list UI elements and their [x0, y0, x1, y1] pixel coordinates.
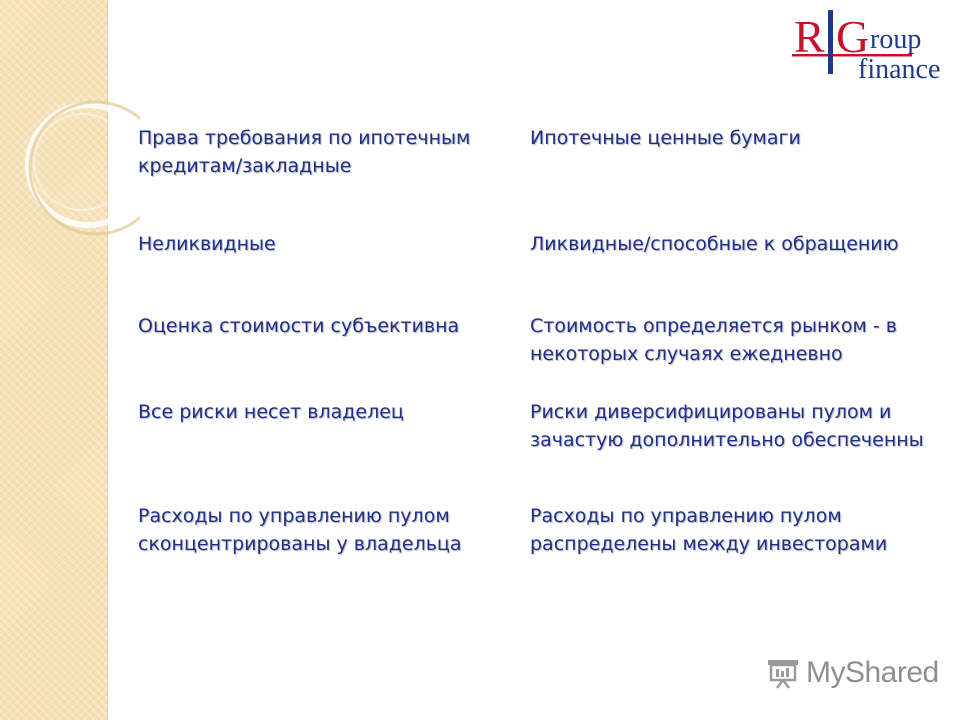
- watermark: [766, 652, 939, 694]
- left-cell: Расходы по управлению пулом сконцентрированы у владельца: [138, 505, 462, 555]
- right-cell: Риски диверсифицированы пулом и зачастую дополнительно обеспеченны: [530, 401, 924, 451]
- table-row: [138, 124, 928, 230]
- table-row: [138, 398, 928, 502]
- table-row: [138, 230, 928, 312]
- decorative-circles: [0, 0, 140, 300]
- right-cell: Расходы по управлению пулом распределены между инвесторами: [530, 505, 888, 555]
- right-cell: Ликвидные/способные к обращению: [530, 233, 899, 255]
- svg-text:roup: roup: [870, 24, 922, 55]
- svg-text:finance: finance: [858, 54, 941, 84]
- watermark-text: MyShared: [806, 656, 939, 689]
- right-cell: Ипотечные ценные бумаги: [530, 127, 801, 149]
- svg-text:G: G: [836, 11, 870, 62]
- left-cell: Все риски несет владелец: [138, 401, 404, 423]
- comparison-table: [138, 124, 928, 602]
- left-cell: Неликвидные: [138, 233, 276, 255]
- table-row: [138, 312, 928, 398]
- left-cell: Права требования по ипотечным кредитам/закладные: [138, 127, 471, 177]
- svg-text:R: R: [794, 11, 825, 62]
- right-cell: Стоимость определяется рынком - в некоторых случаях ежедневно: [530, 315, 897, 365]
- company-logo: [792, 4, 952, 84]
- left-cell: Оценка стоимости субъективна: [138, 315, 460, 337]
- presentation-board-icon: [766, 656, 800, 690]
- table-row: [138, 502, 928, 602]
